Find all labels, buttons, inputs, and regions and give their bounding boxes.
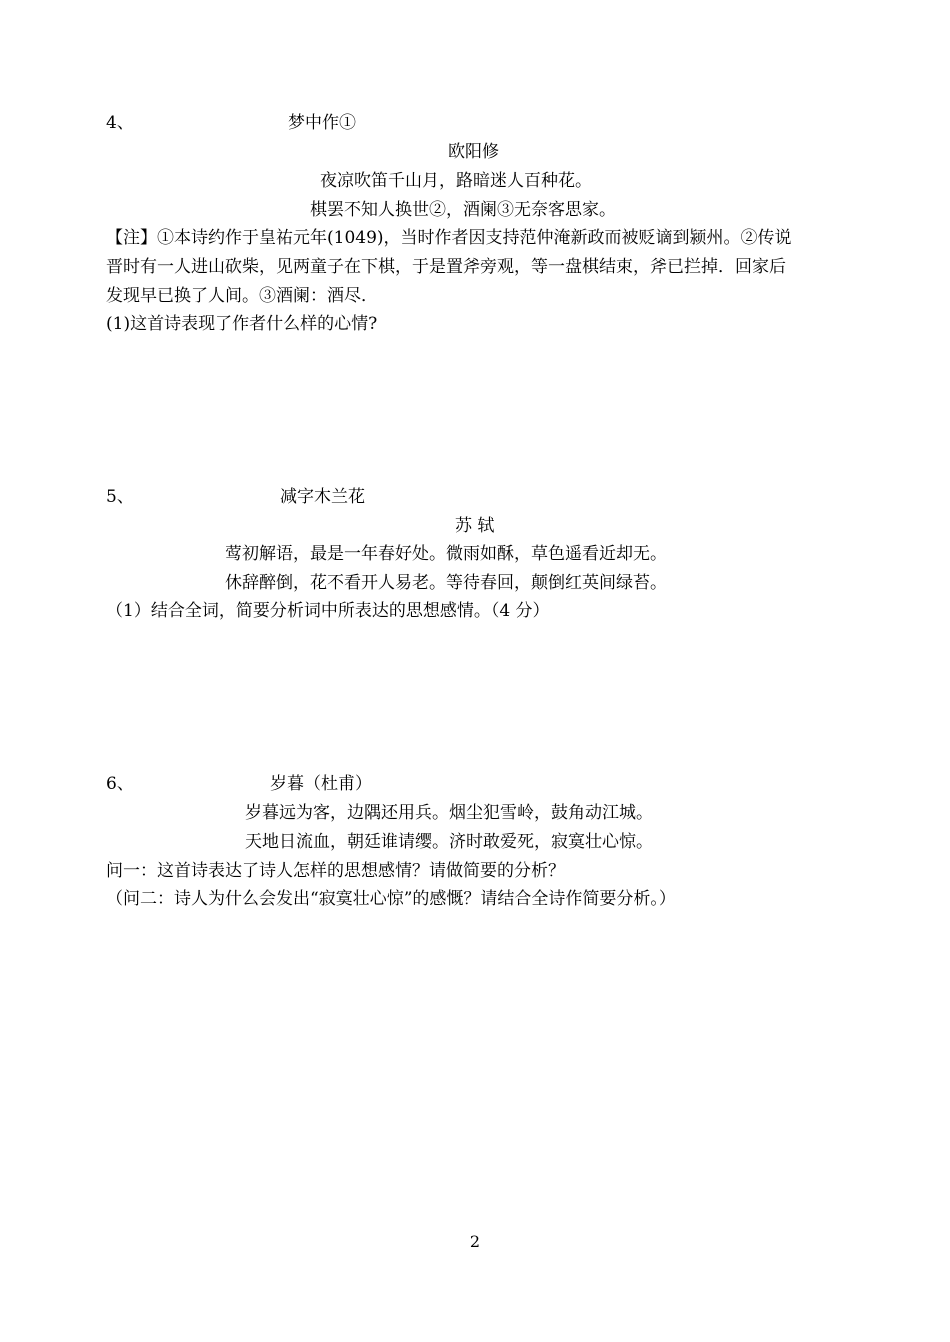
question-6-prompt-1: 问一：这首诗表达了诗人怎样的思想感情？请做简要的分析？ [106,861,565,881]
question-5-poem-line-2: 休辞醉倒，花不看开人易老。等待春回，颠倒红英间绿苔。 [225,573,667,593]
question-4-poem-line-1: 夜凉吹笛千山月，路暗迷人百种花。 [320,171,592,191]
question-4-number: 4、 [106,113,134,133]
question-4-note-line-2: 晋时有一人进山砍柴，见两童子在下棋，于是置斧旁观，等一盘棋结束，斧已拦掉．回家后 [106,257,786,277]
question-5-poem-title: 减字木兰花 [280,487,365,507]
question-4-poem-title: 梦中作① [288,113,356,133]
question-5-prompt: （1）结合全词，简要分析词中所表达的思想感情。（4 分） [106,601,550,621]
question-4-note-line-1: 【注】①本诗约作于皇祐元年(1049)，当时作者因支持范仲淹新政而被贬谪到颍州。②传说 [106,228,792,248]
question-5-number: 5、 [106,487,134,507]
page-number: 2 [469,1232,481,1251]
question-5-poem-line-1: 莺初解语，最是一年春好处。微雨如酥，草色遥看近却无。 [225,544,667,564]
question-4-poem-line-2: 棋罢不知人换世②，酒阑③无奈客思家。 [310,200,616,220]
question-4-note-line-3: 发现早已换了人间。③酒阑：酒尽． [106,286,378,306]
question-6-poem-line-2: 天地日流血，朝廷谁请缨。济时敢爱死，寂寞壮心惊。 [245,832,653,852]
question-5-poem-author: 苏 轼 [455,516,495,536]
question-4-poem-author: 欧阳修 [448,142,499,162]
question-4-prompt: (1)这首诗表现了作者什么样的心情? [106,314,378,334]
question-6-number: 6、 [106,774,134,794]
question-6-poem-line-1: 岁暮远为客，边隅还用兵。烟尘犯雪岭，鼓角动江城。 [245,803,653,823]
question-6-prompt-2: （问二：诗人为什么会发出“寂寞壮心惊”的感慨？请结合全诗作简要分析。） [106,889,676,909]
question-6-poem-title: 岁暮（杜甫） [270,774,372,794]
